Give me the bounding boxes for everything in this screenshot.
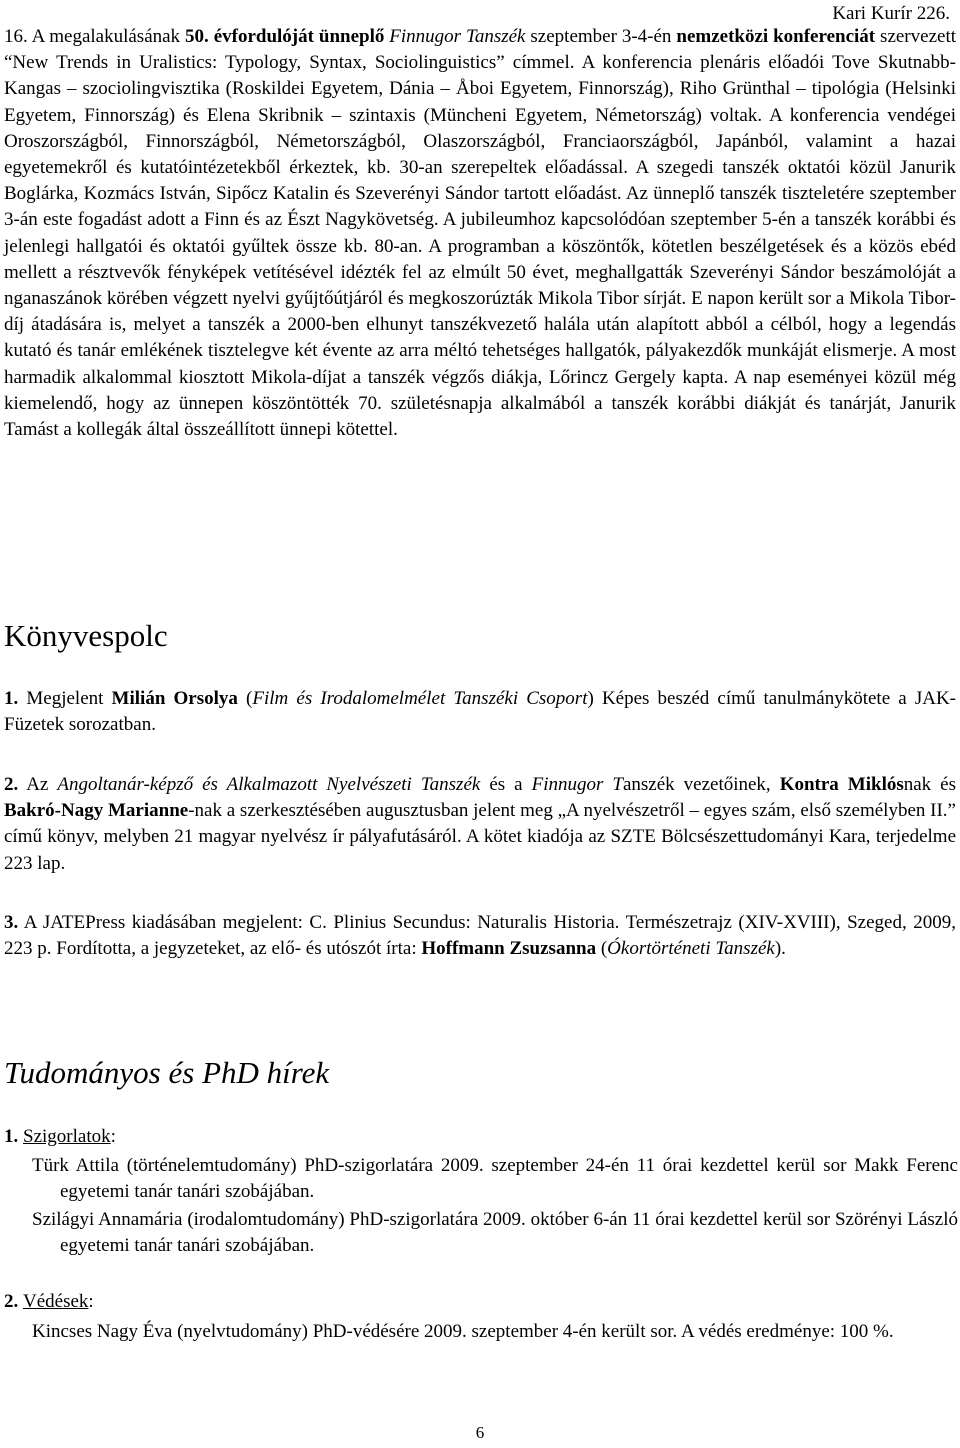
section-title-phd-news: Tudományos és PhD hírek: [4, 1055, 330, 1090]
italic-text: Finnugor T: [531, 774, 623, 795]
text-run: nak és: [903, 774, 957, 795]
bold-text: Hoffmann Zsuzsanna: [421, 938, 597, 960]
text-run: 16. A megalakulásának: [4, 26, 185, 47]
defense-entry: Kincses Nagy Éva (nyelvtudomány) PhD-védésére 2009. szeptember 4-én került sor. A védés eredménye: 100 %.: [32, 1321, 894, 1342]
text-run: anszék vezetőinek,: [622, 774, 780, 795]
item-number: 3.: [4, 912, 19, 933]
text-run: (: [596, 938, 608, 960]
book-item-1: [4, 686, 956, 738]
book-item-2: [4, 772, 956, 877]
item-number: 1.: [4, 688, 19, 709]
item-number: 2.: [4, 774, 19, 795]
text-run: (: [237, 688, 253, 709]
exam-entry: Szilágyi Annamária (irodalomtudomány) PhD-szigorlatára 2009. október 6-án 11 órai kezdettel kerül sor Szörényi László egyetemi tanár tanári szobájában.: [32, 1209, 958, 1257]
italic-text: Ókortörténeti Tanszék: [607, 938, 775, 960]
text-run: -nak a szerkesztésében augusztusban jelent meg „A nyelvészetről – egyes szám, első személyben II.” című könyv, melyben 21 magyar nyelvész ír pályafutásáról. A kötet kiadója az SZTE Bölcsészettudományi Kara, terjedelme 223 lap.: [4, 800, 956, 874]
text-run: :: [110, 1126, 116, 1147]
item-number: 2.: [4, 1291, 23, 1312]
bold-text: Milián Orsolya: [111, 688, 238, 709]
text-run: Az: [18, 774, 58, 795]
subsection-heading-defenses: [4, 1289, 956, 1315]
section-title-bookshelf: Könyvespolc: [4, 618, 168, 653]
bold-text: Kontra Miklós: [779, 774, 904, 795]
bold-text: nemzetközi konferenciát: [676, 26, 876, 47]
text-run: A JATEPress kiadásában megjelent: C. Plinius Secundus: Naturalis Historia. Természetrajz (XIV-XVIII), Szeged, 2009, 223 p. Fordította, a jegyzeteket, az elő- és utószót írta:: [4, 912, 956, 960]
page-header: Kari Kurír 226.: [832, 3, 950, 24]
italic-text: Angoltanár-képző és Alkalmazott Nyelvészeti Tanszék: [57, 774, 481, 795]
text-run: szeptember 3-4-én: [525, 26, 677, 47]
text-run: :: [88, 1291, 94, 1312]
exam-entry: Türk Attila (történelemtudomány) PhD-szigorlatára 2009. szeptember 24-én 11 órai kezdettel kerül sor Makk Ferenc egyetemi tanár tanári szobájában.: [32, 1155, 958, 1203]
text-run: szervezett “New Trends in Uralistics: Typology, Syntax, Sociolinguistics” címmel. A konferencia plenáris előadói Tove Skutnabb-Kangas – szociolingvisztika (Roskildei Egyetem, Dánia – Åboi Egyetem, Finnország), Riho Grünthal – tipológia (Helsinki Egyetem, Finnország) és Elena Skribnik – szintaxis (Müncheni Egyetem, Németország) voltak. A konferencia vendégei Oroszországból, Finnországból, Németországból, Olaszországból, Franciaországból, Japánból, valamint a hazai egyetemekről és kutatóintézetekből érkeztek, kb. 30-an szerepeltek előadással. A szegedi tanszék oktatói közül Janurik Boglárka, Kozmács István, Sipőcz Katalin és Szeverényi Sándor tartott előadást. Az ünneplő tanszék tiszteletére szeptember 3-án este fogadást adott a Finn és az Észt Nagykövetség. A jubileumhoz kapcsolódóan szeptember 5-én a tanszék korábbi és jelenlegi hallgatói és oktatói gyűltek össze kb. 80-an. A programban a köszöntők, kötetlen beszélgetések és a közös ebéd mellett a résztvevők fényképek vetítésével idézték fel az elmúlt 50 évet, meghallgatták Szeverényi Sándor beszámolóját a nganaszánok körében végzett nyelvi gyűjtőútjáról és megkoszorúzták Mikola Tibor sírját. E napon került sor a Mikola Tibor-díj átadására is, melyet a tanszék a 2000-ben elhunyt tanszékvezető halála után alapított abból a célból, hogy a legendás kutató és tanár emlékének tisztelegve két évente az arra méltó tehetséges hallgatók, pályakezdők munkáját elismerje. A most harmadik alkalommal kiosztott Mikola-díjat a tanszék végzős diákja, Lőrincz Gergely kapta. A nap eseményei közül még kiemelendő, hogy az ünnepen köszöntötték 70. születésnapja alkalmából a tanszék korábbi diákját és tanárját, Janurik Tamást a kollegák által összeállított ünnepi kötettel.: [4, 26, 956, 441]
text-run: ) Képes beszéd című tanulmánykötete a JAK-Füzetek sorozatban.: [4, 688, 956, 736]
bold-text: 50.: [185, 26, 209, 47]
text-run: ).: [774, 938, 786, 960]
italic-text: Finnugor Tanszék: [389, 26, 526, 47]
page-number: 6: [475, 1423, 485, 1442]
conference-news-paragraph: [4, 24, 956, 443]
text-run: és a: [480, 774, 532, 795]
bold-text: Bakró-Nagy Marianne: [4, 800, 189, 822]
item-number: 1.: [4, 1126, 23, 1147]
subsection-heading-exams: [4, 1124, 956, 1150]
book-item-3: [4, 910, 956, 962]
underlined-label: Védések: [23, 1291, 89, 1312]
bold-text: évfordulóját ünneplő: [213, 26, 385, 47]
text-run: Megjelent: [18, 688, 112, 709]
italic-text: Film és Irodalomelmélet Tanszéki Csoport: [252, 688, 588, 709]
underlined-label: Szigorlatok: [23, 1126, 111, 1147]
